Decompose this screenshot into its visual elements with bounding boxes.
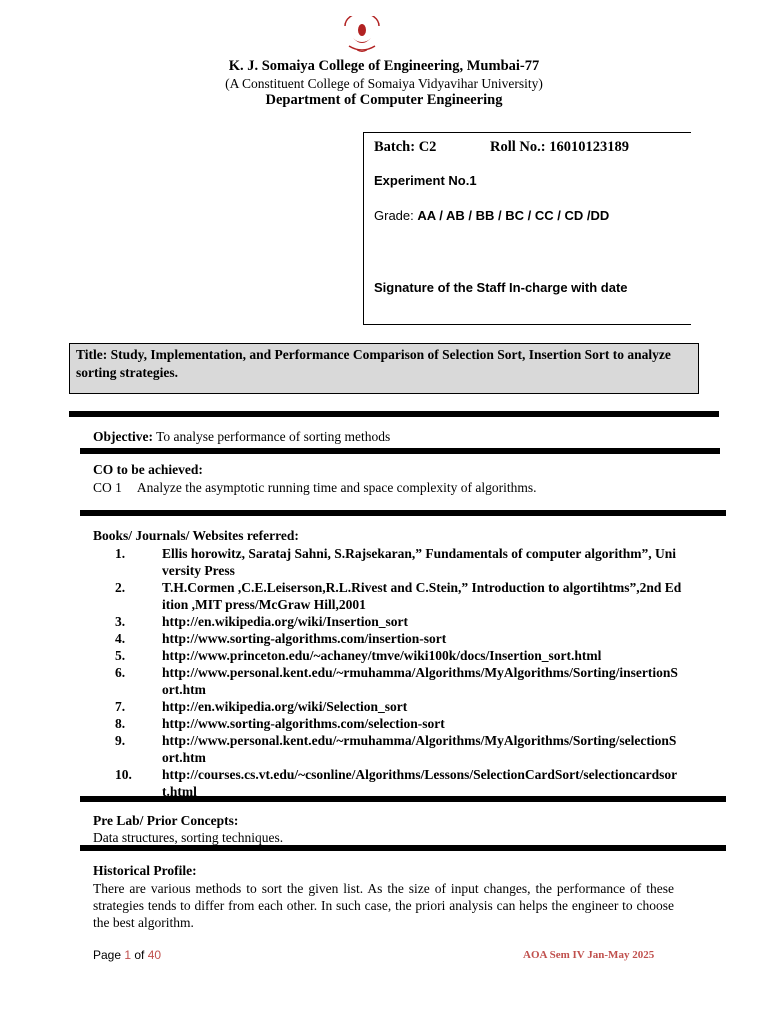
reference-text: T.H.Cormen ,C.E.Leiserson,R.L.Rivest and C.Stein,” Introduction to algortihtms”,2nd Edition ,MIT press/McGraw Hill,2001 [162, 580, 682, 612]
reference-list [0, 545, 768, 800]
reference-link[interactable]: http://www.princeton.edu/~achaney/tmve/wiki100k/docs/Insertion_sort.html [162, 648, 602, 663]
reference-item [0, 715, 768, 732]
batch-text: Batch: C2 [374, 139, 437, 155]
reference-number: 2. [115, 580, 126, 595]
college-logo [337, 16, 387, 56]
reference-number: 3. [115, 614, 126, 629]
objective-text: To analyse performance of sorting methods [152, 429, 391, 444]
college-name: K. J. Somaiya College of Engineering, Mumbai-77 [228, 58, 540, 74]
page-current: 1 [124, 948, 132, 962]
page-word: Page [93, 948, 125, 962]
reference-item [0, 698, 768, 715]
reference-number: 9. [115, 733, 126, 748]
grade-row [374, 208, 609, 223]
reference-number: 6. [115, 665, 126, 680]
experiment-title: Title: Study, Implementation, and Performance Comparison of Selection Sort, Insertion Sort to analyze sorting strategies. [76, 347, 671, 380]
batch-roll-row [374, 139, 629, 156]
reference-link[interactable]: http://www.personal.kent.edu/~rmuhamma/Algorithms/MyAlgorithms/Sorting/insertionSort.htm [162, 665, 678, 697]
historical-heading: Historical Profile: [93, 863, 197, 878]
objective-label: Objective: [93, 429, 153, 444]
reference-item [0, 647, 768, 664]
constituent-line: (A Constituent College of Somaiya Vidyavihar University) [225, 76, 543, 91]
reference-link[interactable]: http://en.wikipedia.org/wiki/Insertion_sort [162, 614, 409, 629]
page-total: 40 [147, 948, 162, 962]
divider-rule [80, 510, 726, 516]
experiment-number: Experiment No.1 [374, 173, 477, 188]
page-number [93, 948, 161, 962]
reference-number: 10. [115, 767, 132, 782]
divider-rule [80, 448, 720, 454]
co-line [93, 480, 537, 496]
co-heading: CO to be achieved: [93, 462, 203, 477]
objective-line [93, 429, 390, 445]
reference-item [0, 545, 768, 579]
reference-link[interactable]: http://www.personal.kent.edu/~rmuhamma/Algorithms/MyAlgorithms/Sorting/selectionSort.htm [162, 733, 677, 765]
reference-number: 7. [115, 699, 126, 714]
staff-signature-label: Signature of the Staff In-charge with date [374, 280, 628, 295]
grade-label: Grade: [374, 208, 418, 223]
course-footer: AOA Sem IV Jan-May 2025 [523, 949, 655, 961]
reference-item [0, 613, 768, 630]
reference-number: 1. [115, 546, 126, 561]
reference-item [0, 579, 768, 613]
reference-item [0, 630, 768, 647]
somaiya-logo-icon [337, 16, 387, 56]
books-heading: Books/ Journals/ Websites referred: [93, 528, 299, 543]
reference-item [0, 664, 768, 698]
reference-number: 4. [115, 631, 126, 646]
reference-link[interactable]: http://en.wikipedia.org/wiki/Selection_sort [162, 699, 408, 714]
prelab-text: Data structures, sorting techniques. [93, 830, 284, 845]
department-name: Department of Computer Engineering [265, 92, 503, 108]
prelab-heading: Pre Lab/ Prior Concepts: [93, 813, 239, 828]
grade-options: AA / AB / BB / BC / CC / CD /DD [417, 208, 610, 223]
divider-rule [69, 411, 719, 417]
reference-item [0, 766, 768, 800]
reference-link[interactable]: http://www.sorting-algorithms.com/insertion-sort [162, 631, 447, 646]
roll-number-text: Roll No.: 16010123189 [490, 139, 629, 155]
experiment-info-box [363, 132, 691, 325]
reference-item [0, 732, 768, 766]
reference-text: Ellis horowitz, Sarataj Sahni, S.Rajsekaran,” Fundamentals of computer algorithm”, University Press [162, 546, 677, 578]
co-code: CO 1 [93, 480, 122, 495]
reference-number: 5. [115, 648, 126, 663]
reference-link[interactable]: http://courses.cs.vt.edu/~csonline/Algorithms/Lessons/SelectionCardSort/selectioncardsort.html [162, 767, 678, 799]
reference-link[interactable]: http://www.sorting-algorithms.com/selection-sort [162, 716, 445, 731]
title-box [69, 343, 699, 394]
page-of: of [131, 948, 148, 962]
reference-number: 8. [115, 716, 126, 731]
co-description: Analyze the asymptotic running time and space complexity of algorithms. [136, 480, 537, 495]
historical-text: There are various methods to sort the given list. As the size of input changes, the performance of these strategies tends to differ from each other. In such case, the priori analysis can helps the engineer to choose the best algorithm. [93, 881, 674, 930]
